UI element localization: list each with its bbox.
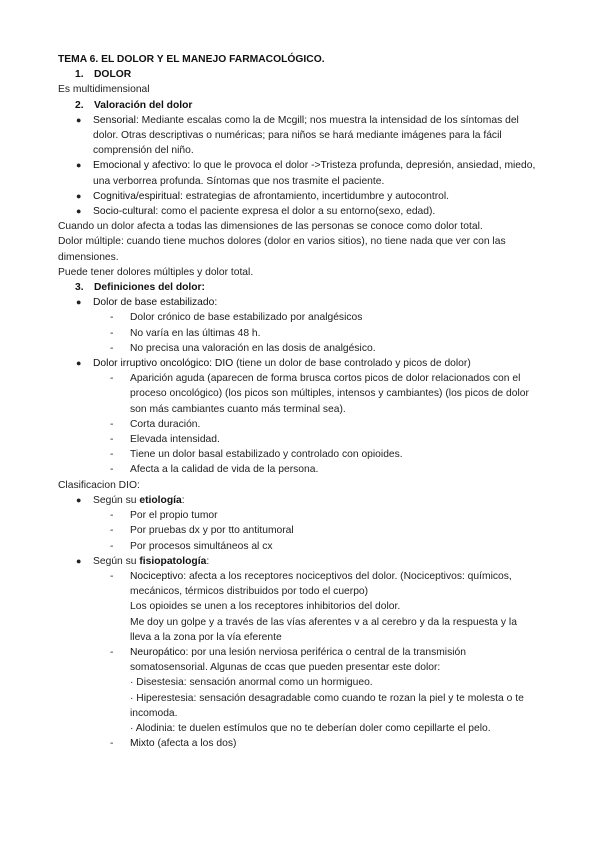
dash-text: Corta duración. bbox=[130, 418, 201, 430]
section-heading: Valoración del dolor bbox=[94, 99, 193, 111]
definition: (afecta a los dos) bbox=[154, 738, 237, 750]
label-suffix: : bbox=[181, 494, 185, 506]
dash-item bbox=[58, 508, 538, 523]
term: Nociceptivo bbox=[130, 570, 184, 582]
bullet-icon: ● bbox=[76, 114, 82, 125]
dash-item bbox=[58, 417, 538, 432]
section-valoracion bbox=[58, 98, 538, 113]
bullet-icon: ● bbox=[76, 206, 82, 217]
dash-item-neuropatico bbox=[58, 645, 538, 675]
section-heading: DOLOR bbox=[94, 69, 132, 81]
sub-line: Los opioides se unen a los receptores inhibitorios del dolor. bbox=[130, 601, 401, 613]
list-item bbox=[58, 554, 538, 569]
section-heading: Definiciones del dolor: bbox=[94, 282, 205, 294]
dash-item-mixto bbox=[58, 736, 538, 751]
dash-item bbox=[58, 539, 538, 554]
dash-icon: - bbox=[110, 327, 114, 339]
label-suffix: : bbox=[206, 555, 210, 567]
dash-icon: - bbox=[110, 738, 114, 750]
dash-text: Aparición aguda (aparecen de forma brusca cortos picos de dolor relacionados con el proceso oncológico) (los picos son múltiples, intensos y cambiantes) (los picos de dolor son más cambiantes cuanto más terminal sea). bbox=[130, 373, 529, 415]
dash-item bbox=[58, 447, 538, 462]
dash-icon: - bbox=[110, 646, 114, 658]
dash-item bbox=[58, 341, 538, 356]
term: etiología bbox=[139, 494, 182, 506]
sub-line: · Hiperestesia: sensación desagradable como cuando te rozan la piel y te molesta o te incomoda. bbox=[130, 692, 524, 719]
sub-line: · Disestesia: sensación anormal como un hormigueo. bbox=[130, 677, 373, 689]
dash-item bbox=[58, 326, 538, 341]
definition: : por una lesión nerviosa periférica o central de la transmisión somatosensorial. Algunas de ccas que pueden presentar este dolor: bbox=[130, 646, 466, 674]
definition: lo que le provoca el dolor ->Tristeza profunda, depresión, ansiedad, miedo, una verborrea profunda. Síntomas que nos trasmite el paciente. bbox=[93, 160, 536, 187]
dash-icon: - bbox=[110, 464, 114, 476]
dash-icon: - bbox=[110, 510, 114, 522]
list-item bbox=[58, 295, 538, 310]
term: Socio-cultural: bbox=[93, 206, 159, 218]
term: Sensorial bbox=[93, 114, 136, 126]
dash-icon: - bbox=[110, 418, 114, 430]
dash-icon: - bbox=[110, 540, 114, 552]
list-item bbox=[58, 158, 538, 188]
term: fisiopatología bbox=[139, 555, 207, 567]
list-item bbox=[58, 493, 538, 508]
bullet-icon: ● bbox=[76, 190, 82, 201]
dash-text: Por el propio tumor bbox=[130, 510, 218, 522]
document-title: TEMA 6. EL DOLOR Y EL MANEJO FARMACOLÓGICO. bbox=[58, 54, 325, 65]
dash-text: Por pruebas dx y por tto antitumoral bbox=[130, 525, 294, 537]
list-item bbox=[58, 204, 538, 219]
dash-icon: - bbox=[110, 373, 114, 385]
dash-icon: - bbox=[110, 312, 114, 324]
term: Neuropático bbox=[130, 646, 186, 658]
dash-item bbox=[58, 310, 538, 325]
label-prefix: Según su bbox=[93, 494, 140, 506]
label-prefix: Según su bbox=[93, 555, 140, 567]
bullet-icon: ● bbox=[76, 358, 82, 369]
term: Dolor de base estabilizado: bbox=[93, 297, 218, 309]
dash-icon: - bbox=[110, 525, 114, 537]
definition: estrategias de afrontamiento, incertidumbre y autocontrol. bbox=[182, 190, 450, 202]
term: Emocional y afectivo: bbox=[93, 160, 191, 172]
paragraph-dolor-multiple: Dolor múltiple: cuando tiene muchos dolores (dolor en varios sitios), no tiene nada que ver con las dimensiones. bbox=[58, 236, 506, 263]
paragraph-dolor-total: Cuando un dolor afecta a todas las dimensiones de las personas se conoce como dolor total. bbox=[58, 221, 483, 233]
section-number: 3. bbox=[75, 282, 84, 294]
term: Cognitiva/espiritual: bbox=[93, 190, 183, 202]
bullet-icon: ● bbox=[76, 297, 82, 308]
definition: (tiene un dolor de base controlado y picos de dolor) bbox=[233, 358, 471, 370]
bullet-icon: ● bbox=[76, 494, 82, 505]
definition: como el paciente expresa el dolor a su entorno(sexo, edad). bbox=[158, 206, 436, 218]
dash-text: Dolor crónico de base estabilizado por analgésicos bbox=[130, 312, 363, 324]
dash-icon: - bbox=[110, 570, 114, 582]
paragraph-multidimensional: Es multidimensional bbox=[58, 84, 150, 96]
dash-icon: - bbox=[110, 449, 114, 461]
sub-line: Me doy un golpe y a través de las vías aferentes v a al cerebro y da la respuesta y la lleva a la zona por la vía eferente bbox=[130, 616, 517, 643]
section-number: 2. bbox=[75, 99, 84, 111]
section-definiciones bbox=[58, 280, 538, 295]
list-item bbox=[58, 356, 538, 371]
dash-item bbox=[58, 462, 538, 477]
list-item bbox=[58, 189, 538, 204]
dash-text: Tiene un dolor basal estabilizado y controlado con opioides. bbox=[130, 449, 403, 461]
dash-icon: - bbox=[110, 342, 114, 354]
dash-text: Por procesos simultáneos al cx bbox=[130, 540, 273, 552]
dash-text: Afecta a la calidad de vida de la persona. bbox=[130, 464, 319, 476]
term: Dolor irruptivo oncológico: DIO bbox=[93, 358, 234, 370]
definition: : Mediante escalas como la de Mcgill; nos muestra la intensidad de los síntomas del dolor. Otras descriptivas o numéricas; para niños se hará mediante imágenes para la fácil comprensión del niño. bbox=[93, 114, 519, 157]
dash-item-nociceptivo bbox=[58, 569, 538, 599]
dash-text: No varía en las últimas 48 h. bbox=[130, 327, 261, 339]
dash-item bbox=[58, 523, 538, 538]
dash-item bbox=[58, 371, 538, 417]
term: Mixto bbox=[130, 738, 155, 750]
dash-item bbox=[58, 432, 538, 447]
bullet-icon: ● bbox=[76, 555, 82, 566]
sub-line: · Alodinia: te duelen estímulos que no te deberían doler como cepillarte el pelo. bbox=[130, 722, 491, 734]
list-item bbox=[58, 113, 538, 159]
dash-text: No precisa una valoración en las dosis de analgésico. bbox=[130, 342, 376, 354]
definition: : afecta a los receptores nociceptivos del dolor. (Nociceptivos: químicos, mecánicos, térmicos distribuidos por todo el cuerpo) bbox=[130, 570, 512, 598]
paragraph-multiple-y-total: Puede tener dolores múltiples y dolor total. bbox=[58, 266, 254, 278]
dash-text: Elevada intensidad. bbox=[130, 434, 220, 446]
bullet-icon: ● bbox=[76, 160, 82, 171]
paragraph-clasificacion: Clasificacion DIO: bbox=[58, 479, 140, 491]
section-dolor bbox=[58, 67, 538, 82]
section-number: 1. bbox=[75, 69, 84, 81]
dash-icon: - bbox=[110, 434, 114, 446]
